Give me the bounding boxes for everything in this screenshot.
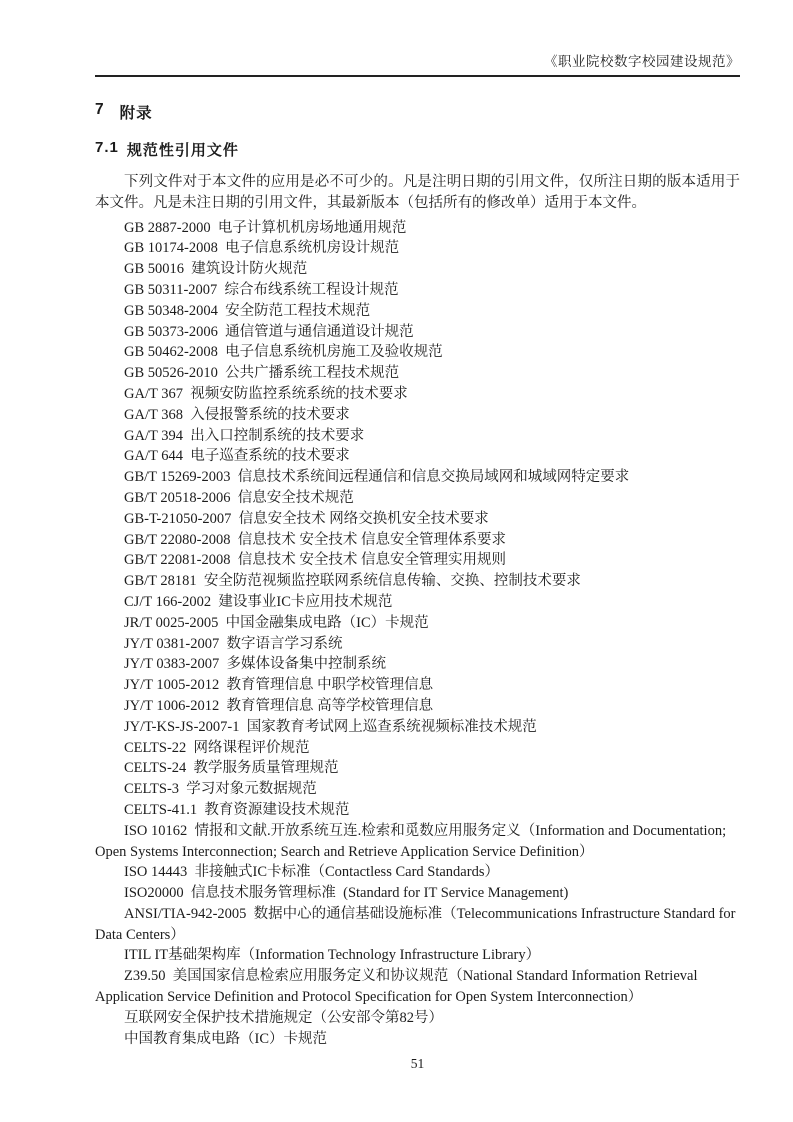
subsection-heading (95, 139, 740, 160)
reference-item: GB 50016 建筑设计防火规范 (124, 261, 308, 278)
reference-item: CELTS-3 学习对象元数据规范 (124, 781, 317, 798)
reference-item: CELTS-41.1 教育资源建设技术规范 (124, 801, 350, 818)
reference-item: GA/T 367 视频安防监控系统系统的技术要求 (124, 385, 408, 402)
reference-item: Z39.50 美国国家信息检索应用服务定义和协议规范（National Standard Information Retrieval Application Service Definition and Protocol Specification for Open System Interconnection） (95, 968, 701, 1006)
reference-item: GA/T 394 出入口控制系统的技术要求 (124, 427, 365, 444)
reference-item: JY/T 0383-2007 多媒体设备集中控制系统 (124, 656, 386, 673)
reference-item: GA/T 644 电子巡查系统的技术要求 (124, 448, 350, 465)
references-list (95, 218, 740, 1050)
reference-item: JR/T 0025-2005 中国金融集成电路（IC）卡规范 (124, 614, 429, 631)
reference-item: GA/T 368 入侵报警系统的技术要求 (124, 406, 350, 423)
reference-item: JY/T 0381-2007 数字语言学习系统 (124, 635, 343, 652)
reference-item: ISO 14443 非接触式IC卡标准（Contactless Card Standards） (124, 864, 499, 881)
reference-item: JY/T-KS-JS-2007-1 国家教育考试网上巡查系统视频标准技术规范 (124, 718, 537, 735)
reference-item: GB 50526-2010 公共广播系统工程技术规范 (124, 365, 400, 382)
reference-item: GB/T 22080-2008 信息技术 安全技术 信息安全管理体系要求 (124, 531, 506, 548)
section-heading (95, 101, 740, 123)
reference-item: GB/T 22081-2008 信息技术 安全技术 信息安全管理实用规则 (124, 552, 506, 569)
reference-item: GB/T 20518-2006 信息安全技术规范 (124, 489, 354, 506)
intro-paragraph: 下列文件对于本文件的应用是必不可少的。凡是注明日期的引用文件，仅所注日期的版本适用于本文件。凡是未注日期的引用文件，其最新版本（包括所有的修改单）适用于本文件。 (95, 174, 740, 211)
reference-item: GB 50373-2006 通信管道与通信通道设计规范 (124, 323, 414, 340)
reference-item: ISO 10162 情报和文献.开放系统互连.检索和觅数应用服务定义（Information and Documentation; Open Systems Interconnection; Search and Retrieve Application Service Definition） (95, 822, 730, 860)
reference-item: JY/T 1005-2012 教育管理信息 中职学校管理信息 (124, 677, 434, 694)
reference-item: ISO20000 信息技术服务管理标准 (Standard for IT Service Management) (124, 885, 569, 902)
reference-item: GB 50348-2004 安全防范工程技术规范 (124, 302, 371, 319)
subsection-number: 7.1 (95, 139, 119, 156)
reference-item: GB 50462-2008 电子信息系统机房施工及验收规范 (124, 344, 443, 361)
reference-item: JY/T 1006-2012 教育管理信息 高等学校管理信息 (124, 697, 434, 714)
page-number: 51 (410, 1056, 425, 1072)
reference-item: GB 50311-2007 综合布线系统工程设计规范 (124, 281, 399, 298)
reference-item: CJ/T 166-2002 建设事业IC卡应用技术规范 (124, 593, 393, 610)
reference-item: 互联网安全保护技术措施规定（公安部令第82号） (124, 1009, 443, 1026)
reference-item: GB 2887-2000 电子计算机机房场地通用规范 (124, 219, 407, 236)
reference-item: GB/T 28181 安全防范视频监控联网系统信息传输、交换、控制技术要求 (124, 573, 581, 590)
reference-item: ANSI/TIA-942-2005 数据中心的通信基础设施标准（Telecommunications Infrastructure Standard for Data Centers） (95, 905, 740, 943)
section-title: 附录 (119, 105, 153, 122)
reference-item: GB-T-21050-2007 信息安全技术 网络交换机安全技术要求 (124, 510, 489, 527)
reference-item: ITIL IT基础架构库（Information Technology Infrastructure Library） (124, 947, 541, 964)
section-number: 7 (95, 101, 105, 118)
header-document-title: 《职业院校数字校园建设规范》 (544, 54, 740, 69)
reference-item: CELTS-24 教学服务质量管理规范 (124, 760, 339, 777)
reference-item: GB 10174-2008 电子信息系统机房设计规范 (124, 240, 400, 257)
reference-item: GB/T 15269-2003 信息技术系统间远程通信和信息交换局域网和城域网特定要求 (124, 469, 630, 486)
reference-item: 中国教育集成电路（IC）卡规范 (124, 1030, 327, 1047)
page-header (95, 50, 740, 77)
reference-item: CELTS-22 网络课程评价规范 (124, 739, 310, 756)
subsection-title: 规范性引用文件 (126, 142, 239, 159)
